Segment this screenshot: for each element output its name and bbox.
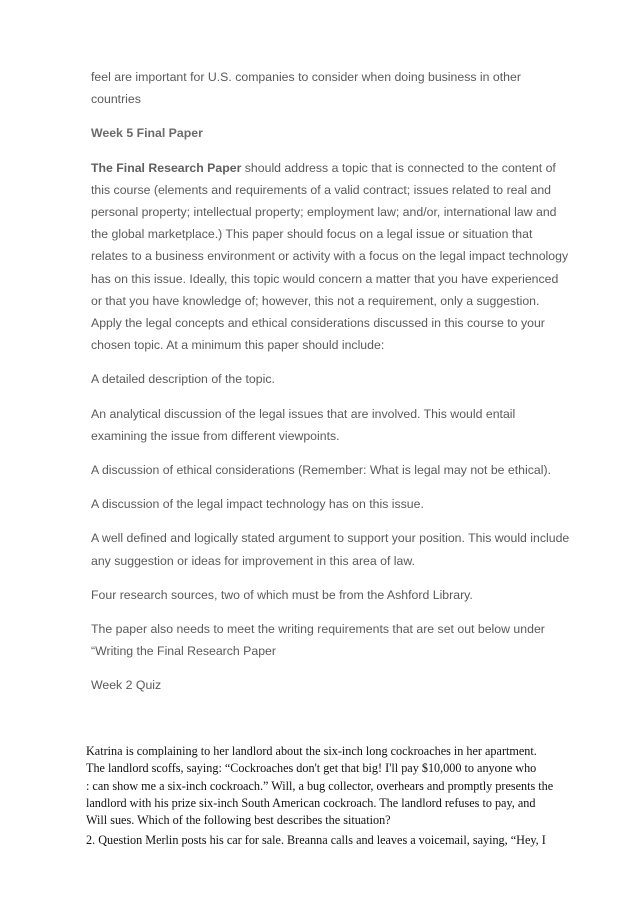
- final-paper-line: has on this issue. Ideally, this topic would concern a matter that you have experienced: [91, 271, 559, 286]
- requirement-argument-line-1: A well defined and logically stated argument to support your position. This would include: [91, 531, 570, 546]
- requirement-sources: Four research sources, two of which must be from the Ashford Library.: [91, 587, 473, 602]
- quiz-q1-line: : can show me a six-inch cockroach.” Will, a bug collector, overhears and promptly presents the: [86, 778, 554, 793]
- intro-line-1: feel are important for U.S. companies to consider when doing business in other: [91, 70, 521, 84]
- final-paper-line: chosen topic. At a minimum this paper should include:: [91, 338, 385, 353]
- final-paper-line: relates to a business environment or activity with a focus on the legal impact technology: [91, 249, 569, 264]
- requirement-analysis-line-2: examining the issue from different viewpoints.: [91, 428, 340, 443]
- final-paper-lead: The Final Research Paper: [91, 160, 242, 175]
- requirement-analysis-line-1: An analytical discussion of the legal issues that are involved. This would entail: [91, 406, 516, 421]
- quiz-question-1: [86, 743, 596, 829]
- requirement-technology: A discussion of the legal impact technology has on this issue.: [91, 497, 424, 512]
- final-paper-line: or that you have knowledge of; however, this not a requirement, only a suggestion.: [91, 293, 540, 308]
- writing-requirements: [91, 618, 601, 662]
- writing-line-2: “Writing the Final Research Paper: [91, 644, 276, 659]
- requirement-description: A detailed description of the topic.: [91, 372, 275, 387]
- quiz-q2-number: 2.: [86, 833, 96, 848]
- quiz-block: [86, 743, 596, 862]
- intro-line-2: countries: [91, 92, 141, 107]
- final-paper-line-1-rest: should address a topic that is connected to the content of: [241, 160, 556, 175]
- quiz-question-2: [86, 832, 596, 849]
- requirement-ethics: A discussion of ethical considerations (Remember: What is legal may not be ethical).: [91, 463, 551, 478]
- quiz-q1-line: Will sues. Which of the following best describes the situation?: [86, 813, 391, 828]
- quiz-q1-line: Katrina is complaining to her landlord about the six-inch long cockroaches in her apartment.: [86, 744, 537, 758]
- requirement-argument: [91, 527, 601, 571]
- writing-line-1: The paper also needs to meet the writing requirements that are set out below under: [91, 622, 545, 637]
- final-paper-line: the global marketplace.) This paper should focus on a legal issue or situation that: [91, 227, 533, 242]
- requirement-argument-line-2: any suggestion or ideas for improvement in this area of law.: [91, 553, 415, 568]
- quiz-q1-line: The landlord scoffs, saying: “Cockroaches don't get that big! I'll pay $10,000 to anyone who: [86, 761, 537, 776]
- final-paper-line: personal property; intellectual property; employment law; and/or, international law and: [91, 205, 557, 220]
- final-paper-line: Apply the legal concepts and ethical considerations discussed in this course to your: [91, 316, 545, 331]
- week2-heading: Week 2 Quiz: [91, 678, 162, 693]
- quiz-q1-line: landlord with his prize six-inch South American cockroach. The landlord refuses to pay, and: [86, 795, 536, 810]
- final-paper-paragraph: [91, 157, 601, 357]
- quiz-q2-text: Question Merlin posts his car for sale. Breanna calls and leaves a voicemail, saying, “Hey, I: [98, 833, 546, 848]
- requirement-analysis: [91, 403, 601, 447]
- final-paper-line-1: [91, 157, 601, 179]
- week5-heading: Week 5 Final Paper: [91, 126, 203, 141]
- document-page: [91, 66, 601, 697]
- final-paper-line: this course (elements and requirements of a valid contract; issues related to real and: [91, 182, 552, 197]
